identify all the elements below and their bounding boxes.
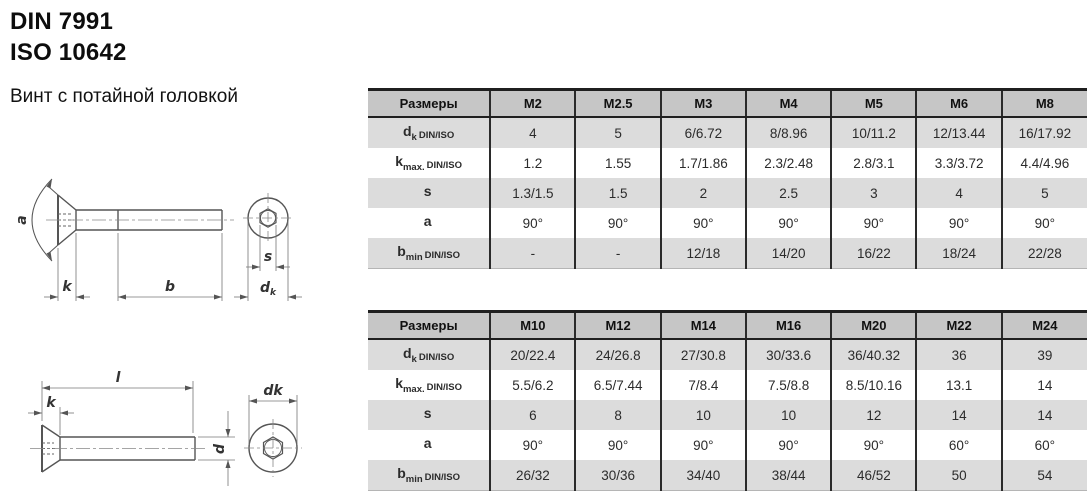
value-cell: 6 [490, 400, 575, 430]
title-block [10, 6, 127, 68]
row-label [368, 148, 490, 178]
table-row [368, 400, 1087, 430]
column-header-size: M3 [661, 90, 746, 118]
dim-label-b: b [164, 279, 176, 295]
value-cell: 2.8/3.1 [831, 148, 916, 178]
row-label-sub: max. [402, 162, 425, 173]
column-header-size: M16 [746, 312, 831, 340]
value-cell: 5 [575, 117, 660, 148]
value-cell: 12/18 [661, 238, 746, 269]
row-label-sub: max. [402, 384, 425, 395]
dim-label-dk: dk [263, 383, 283, 399]
table-row [368, 370, 1087, 400]
value-cell: 14 [916, 400, 1001, 430]
value-cell: 50 [916, 460, 1001, 491]
value-cell: 90° [746, 208, 831, 238]
table-row [368, 238, 1087, 269]
value-cell: 8.5/10.16 [831, 370, 916, 400]
screw-drawing-bottom [8, 357, 338, 500]
value-cell: 90° [575, 430, 660, 460]
value-cell: 46/52 [831, 460, 916, 491]
value-cell: 4 [490, 117, 575, 148]
value-cell: 39 [1002, 339, 1087, 370]
product-name: Винт с потайной головкой [10, 86, 238, 107]
value-cell: 14/20 [746, 238, 831, 269]
row-label-main: s [423, 183, 432, 199]
column-header-size: M20 [831, 312, 916, 340]
value-cell: 1.2 [490, 148, 575, 178]
dim-label-l: l [115, 370, 121, 386]
value-cell: 7/8.4 [661, 370, 746, 400]
dim-label-k: k [46, 395, 56, 411]
row-label-small: DIN/ISO [418, 130, 455, 141]
column-header-size: M8 [1002, 90, 1087, 118]
value-cell: 60° [1002, 430, 1087, 460]
value-cell: 10 [746, 400, 831, 430]
standard-iso: ISO 10642 [10, 39, 127, 66]
value-cell: 2 [661, 178, 746, 208]
value-cell: 16/22 [831, 238, 916, 269]
value-cell: 34/40 [661, 460, 746, 491]
column-header-size: M2.5 [575, 90, 660, 118]
column-header-size: M12 [575, 312, 660, 340]
value-cell: - [490, 238, 575, 269]
table-row [368, 430, 1087, 460]
column-header-size: M5 [831, 90, 916, 118]
value-cell: 3.3/3.72 [916, 148, 1001, 178]
row-label [368, 339, 490, 370]
value-cell: 10 [661, 400, 746, 430]
row-label [368, 238, 490, 269]
value-cell: 5.5/6.2 [490, 370, 575, 400]
value-cell: 90° [916, 208, 1001, 238]
screw-drawing-top [8, 163, 338, 303]
value-cell: 90° [746, 430, 831, 460]
row-label-main: d [402, 345, 412, 361]
dimensions-table-m2-m8 [368, 88, 1087, 269]
value-cell: 10/11.2 [831, 117, 916, 148]
value-cell: 8/8.96 [746, 117, 831, 148]
value-cell: 90° [1002, 208, 1087, 238]
column-header-size: M22 [916, 312, 1001, 340]
dim-label-d: d [212, 443, 228, 455]
value-cell: 3 [831, 178, 916, 208]
row-label-small: DIN/ISO [426, 160, 463, 171]
value-cell: 30/33.6 [746, 339, 831, 370]
value-cell: 14 [1002, 400, 1087, 430]
row-label [368, 208, 490, 238]
value-cell: 90° [661, 208, 746, 238]
value-cell: 7.5/8.8 [746, 370, 831, 400]
spec-table [368, 88, 1087, 269]
table-row [368, 460, 1087, 491]
column-header-size: M10 [490, 312, 575, 340]
value-cell: 26/32 [490, 460, 575, 491]
column-header-size: M6 [916, 90, 1001, 118]
row-label [368, 117, 490, 148]
row-label-sub: min [405, 252, 423, 263]
end-view-centerlines [243, 193, 293, 243]
dim-label-dk-main: d [259, 280, 271, 296]
column-header-size: M24 [1002, 312, 1087, 340]
row-label-main: b [397, 243, 406, 259]
value-cell: 12 [831, 400, 916, 430]
value-cell: 6/6.72 [661, 117, 746, 148]
standard-din: DIN 7991 [10, 8, 113, 35]
value-cell: 14 [1002, 370, 1087, 400]
dim-label-dk-sub: k [270, 288, 276, 298]
dim-label-k: k [62, 279, 72, 295]
row-label-small: DIN/ISO [424, 250, 461, 261]
value-cell: 1.7/1.86 [661, 148, 746, 178]
row-label-main: s [423, 405, 432, 421]
value-cell: 36/40.32 [831, 339, 916, 370]
value-cell: 90° [661, 430, 746, 460]
value-cell: 2.3/2.48 [746, 148, 831, 178]
value-cell: 90° [490, 208, 575, 238]
row-label-sub: k [411, 132, 417, 143]
value-cell: 54 [1002, 460, 1087, 491]
row-label-main: b [397, 465, 406, 481]
value-cell: 4 [916, 178, 1001, 208]
value-cell: 6.5/7.44 [575, 370, 660, 400]
value-cell: 22/28 [1002, 238, 1087, 269]
table-row [368, 117, 1087, 148]
value-cell: 90° [831, 430, 916, 460]
value-cell: 4.4/4.96 [1002, 148, 1087, 178]
value-cell: 1.3/1.5 [490, 178, 575, 208]
row-label [368, 460, 490, 491]
value-cell: 2.5 [746, 178, 831, 208]
value-cell: 16/17.92 [1002, 117, 1087, 148]
value-cell: 36 [916, 339, 1001, 370]
value-cell: 1.5 [575, 178, 660, 208]
row-label [368, 430, 490, 460]
value-cell: 18/24 [916, 238, 1001, 269]
value-cell: 13.1 [916, 370, 1001, 400]
spec-table [368, 310, 1087, 491]
value-cell: 90° [831, 208, 916, 238]
dim-label-a: a [14, 215, 30, 225]
value-cell: 60° [916, 430, 1001, 460]
value-cell: 1.55 [575, 148, 660, 178]
l-dimension [42, 381, 193, 433]
row-label [368, 370, 490, 400]
column-header-size: M2 [490, 90, 575, 118]
row-label-main: a [423, 435, 432, 451]
column-header-dimensions: Размеры [368, 312, 490, 340]
row-label-main: k [395, 375, 403, 391]
row-label-sub: min [405, 474, 423, 485]
column-header-size: M4 [746, 90, 831, 118]
dim-label-s: s [263, 249, 273, 265]
row-label-main: k [395, 153, 403, 169]
table-row [368, 208, 1087, 238]
value-cell: 20/22.4 [490, 339, 575, 370]
row-label-main: a [423, 213, 432, 229]
dimensions-table-m10-m24 [368, 310, 1087, 491]
value-cell: 90° [575, 208, 660, 238]
column-header-dimensions: Размеры [368, 90, 490, 118]
table-row [368, 178, 1087, 208]
row-label-sub: k [411, 354, 417, 365]
value-cell: 12/13.44 [916, 117, 1001, 148]
table-row [368, 339, 1087, 370]
row-label-small: DIN/ISO [418, 352, 455, 363]
row-label-main: d [402, 123, 412, 139]
value-cell: 90° [490, 430, 575, 460]
row-label-small: DIN/ISO [424, 472, 461, 483]
value-cell: 38/44 [746, 460, 831, 491]
value-cell: - [575, 238, 660, 269]
row-label [368, 178, 490, 208]
value-cell: 27/30.8 [661, 339, 746, 370]
value-cell: 5 [1002, 178, 1087, 208]
value-cell: 30/36 [575, 460, 660, 491]
column-header-size: M14 [661, 312, 746, 340]
end-view-centerlines [244, 419, 302, 477]
value-cell: 8 [575, 400, 660, 430]
row-label [368, 400, 490, 430]
row-label-small: DIN/ISO [426, 382, 463, 393]
table-row [368, 148, 1087, 178]
value-cell: 24/26.8 [575, 339, 660, 370]
